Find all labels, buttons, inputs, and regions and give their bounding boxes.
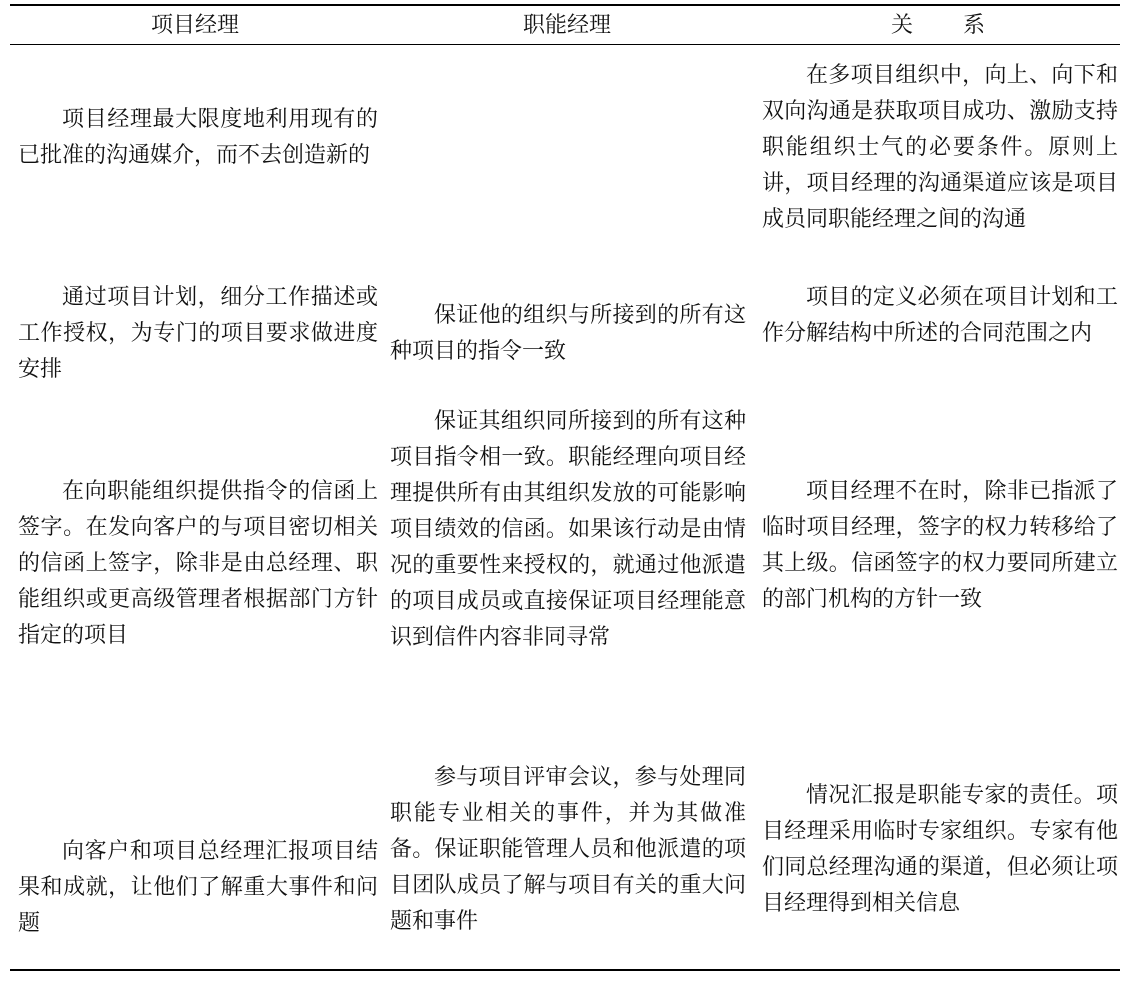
row-3-project-manager-cell: 在向职能组织提供指令的信函上签字。在发向客户的与项目密切相关的信函上签字，除非是由总经理、职能组织或更高级管理者根据部门方针指定的项目: [18, 479, 378, 648]
row-2-project-manager-cell: 通过项目计划，细分工作描述或工作授权，为专门的项目要求做进度安排: [18, 285, 378, 382]
header-relationship: 关 系: [890, 13, 987, 38]
header-functional-manager: 职能经理: [522, 13, 611, 38]
row-1-relationship-cell: 在多项目组织中，向上、向下和双向沟通是获取项目成功、激励支持职能组织士气的必要条件。原则上讲，项目经理的沟通渠道应该是项目成员同职能经理之间的沟通: [762, 63, 1118, 232]
table-top-rule: [10, 4, 1120, 6]
row-1-project-manager-cell: 项目经理最大限度地利用现有的已批准的沟通媒介，而不去创造新的: [18, 107, 378, 168]
row-4-functional-manager-cell: 参与项目评审会议，参与处理同职能专业相关的事件，并为其做准备。保证职能管理人员和他派遣的项目团队成员了解与项目有关的重大问题和事件: [390, 765, 746, 934]
row-2-functional-manager-cell: 保证他的组织与所接到的所有这种项目的指令一致: [390, 303, 746, 364]
row-4-relationship-cell: 情况汇报是职能专家的责任。项目经理采用临时专家组织。专家有他们同总经理沟通的渠道，但必须让项目经理得到相关信息: [762, 783, 1118, 916]
table-header-rule: [10, 44, 1120, 45]
row-4-project-manager-cell: 向客户和项目总经理汇报项目结果和成就，让他们了解重大事件和问题: [18, 839, 378, 936]
row-2-relationship-cell: 项目的定义必须在项目计划和工作分解结构中所述的合同范围之内: [762, 285, 1118, 346]
table-bottom-rule: [10, 969, 1120, 971]
row-3-functional-manager-cell: 保证其组织同所接到的所有这种项目指令相一致。职能经理向项目经理提供所有由其组织发放的可能影响项目绩效的信函。如果该行动是由情况的重要性来授权的，就通过他派遣的项目成员或直接保证项目经理能意识到信件内容非同寻常: [390, 409, 746, 650]
row-3-relationship-cell: 项目经理不在时，除非已指派了临时项目经理，签字的权力转移给了其上级。信函签字的权力要同所建立的部门机构的方针一致: [762, 479, 1118, 612]
header-project-manager: 项目经理: [150, 13, 239, 38]
